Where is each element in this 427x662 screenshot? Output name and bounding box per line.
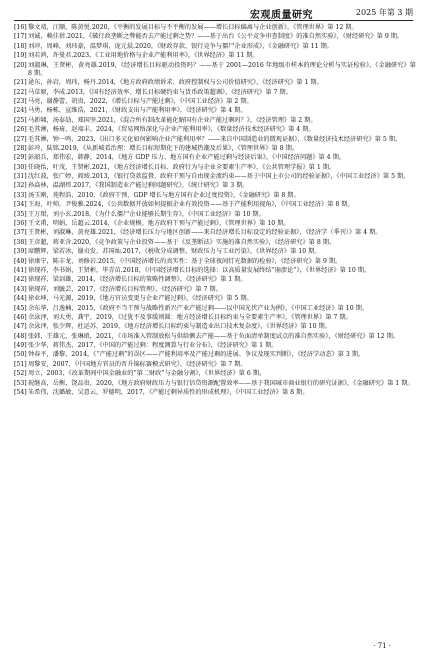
reference-text: 周黎安，2007，《中国地方官员的晋升锦标赛模式研究》，《经济研究》第 7 期。 <box>28 360 247 368</box>
reference-number: [23] <box>14 97 27 105</box>
reference-number: [17] <box>14 33 27 41</box>
reference-text: 刘诚，赖佳蓓.2021，《破行政垄断之弊能否去产能过剩之势？——基于出台《公平竞争审查制度》的准自然实验》，《财经研究》第 9 期。 <box>28 33 404 41</box>
reference-number: [51] <box>14 360 27 368</box>
reference-entry <box>14 370 416 378</box>
reference-number: [44] <box>14 295 27 303</box>
reference-entry <box>14 389 416 397</box>
reference-text: 刘淑琳，王贤彬，黄亮雄.2019，《经济增长目标驱动投资吗？——基于 2001—2016 年地级市样本的理论分析与实证检验》，《金融研究》第 8 期。 <box>28 61 416 77</box>
reference-text: 徐现祥，梁剑雄，2014，《经济增长目标的策略性调整》，《经济研究》第 1 期。 <box>28 276 247 284</box>
reference-number: [22] <box>14 88 27 96</box>
reference-number: [32] <box>14 182 27 190</box>
reference-number: [31] <box>14 173 27 181</box>
reference-number: [28] <box>14 144 27 152</box>
reference-entry <box>14 173 416 181</box>
reference-entry <box>14 154 416 162</box>
reference-text: 张少华，蒋伟杰，2017，《中国的产能过剩：程度测算与行业分布》，《经济研究》第 1 期。 <box>28 342 278 350</box>
reference-text: 毛其淋，钟一鸣，2023，《出口多元化如何影响企业产能利用率？——来自中国制造业的微观证据》，《数量经济技术经济研究》第 5 期。 <box>28 135 402 143</box>
reference-number: [47] <box>14 323 27 331</box>
reference-text: 张韩，王雄元，张琳琅，2021，《市场准入管制放松与供给侧去产能——基于负面清单制度试点的准自然实验》，《财经研究》第 12 期。 <box>28 332 399 340</box>
reference-number: [26] <box>14 126 27 134</box>
reference-text: 孙焱林，温湖炜.2017，《我国制造业产能过剩问题研究》，《统计研究》第 3 期。 <box>28 182 249 190</box>
reference-number: [46] <box>14 313 27 321</box>
reference-entry <box>14 43 416 51</box>
reference-entry <box>14 333 416 341</box>
reference-entry <box>14 62 416 78</box>
reference-entry <box>14 239 416 247</box>
reference-entry <box>14 98 416 106</box>
reference-entry <box>14 164 416 172</box>
reference-number: [25] <box>14 116 27 124</box>
reference-number: [50] <box>14 351 27 359</box>
reference-entry <box>14 342 416 350</box>
reference-number: [16] <box>14 24 27 31</box>
reference-text: 王文甫，明娟，岳超云.2014，《企业规模、地方政府干预与产能过剩》，《管理世界》第 10 期。 <box>28 220 290 228</box>
reference-text: 毛其淋，杨琦，赵端丰，2024，《贸易网络深化与企业产能利用率》，《数量经济技术经济研究》第 4 期。 <box>28 126 315 134</box>
reference-entry <box>14 314 416 322</box>
reference-entry <box>14 286 416 294</box>
reference-text: 祝继高，岳衡，饶品贵，2020，《地方政府财政压力与银行信贷资源配置效率——基于我国城市商业银行的研究证据》，《金融研究》第 1 期。 <box>28 379 414 387</box>
reference-text: 彭韶兵，郑伟宏，韩静，2014，《地方 GDP 压力、地方国有企业产能过剩与经济后果》，《中国经济问题》第 4 期。 <box>28 154 345 162</box>
reference-text: 徐现祥，李书娟，王贤彬，毕青苗.2018，《中国经济增长目标的选择：以高质量发展终结“崩溃论”》，《世界经济》第 10 期。 <box>28 266 371 274</box>
issue-label: 2025 年第 3 期 <box>355 8 413 17</box>
reference-text: 逯东，孙岩，周玮，杨丹.2014，《地方政府政绩诉求、政府控制权与公司价值研究》，《经济研究》第 1 期。 <box>28 79 323 87</box>
reference-number: [33] <box>14 191 27 199</box>
reference-number: [24] <box>14 107 27 115</box>
reference-number: [43] <box>14 285 27 293</box>
reference-text: 汤玉刚，苑程浩，2010，《政府干预、GDP 增长与地方国有企业过度投资》，《金融研究》第 8 期。 <box>28 191 300 199</box>
reference-number: [37] <box>14 229 27 237</box>
reference-entry <box>14 361 416 369</box>
reference-entry <box>14 211 416 219</box>
reference-text: 马勇，杨栋，宣维浩，2021，《财政支出与产能利用率》，《经济研究》第 4 期。 <box>28 107 247 115</box>
reference-entry <box>14 89 416 97</box>
reference-text: 黎文靖，汪顺，陈黄悦.2020，《平衡的发展目标与不平衡的发展——增长目标偏离与企业创新》，《管理世界》第 12 期。 <box>28 24 358 31</box>
reference-text: 马新啸，汤泰劼，郑国坚.2021，《混合所有制改革能化解国有企业产能过剩吗？》，《经济管理》第 2 期。 <box>28 116 317 124</box>
reference-number: [20] <box>14 61 27 69</box>
reference-entry <box>14 323 416 331</box>
running-header <box>14 6 413 21</box>
reference-number: [30] <box>14 163 27 171</box>
reference-number: [39] <box>14 248 27 256</box>
reference-number: [52] <box>14 370 27 378</box>
reference-number: [45] <box>14 304 27 312</box>
reference-number: [34] <box>14 201 27 209</box>
reference-text: 徐现祥，刘毓芸，2017，《经济增长目标管理》，《经济研究》第 7 期。 <box>28 285 222 293</box>
reference-entry <box>14 258 416 266</box>
reference-entry <box>14 145 416 153</box>
reference-text: 王彦超，蒋亚含.2020，《竞争政策与企业投资——基于《反垄断法》实施的准自然实验》，《经济研究》第 8 期。 <box>28 238 336 246</box>
reference-text: 余泳泽，张少辉，杜运苏，2019，《地方经济增长目标约束与制造业出口技术复杂度》，《世界经济》第 10 期。 <box>28 323 331 331</box>
reference-number: [18] <box>14 42 27 50</box>
reference-text: 王万珺，刘小玄.2018，《为什么僵尸企业能够长期生存》，《中国工业经济》第 10 期。 <box>28 210 265 218</box>
reference-text: 周立，2003，《改革期间中国金融业的“第二财政”与金融分割》，《世界经济》第 6 期。 <box>28 370 266 378</box>
reference-text: 余东华，吕逸楠，2015，《政府不当干预与战略性新兴产业产能过剩——以中国光伏产业为例》，《中国工业经济》第 10 期。 <box>28 304 369 312</box>
reference-list <box>14 24 416 398</box>
reference-number: [40] <box>14 257 27 265</box>
reference-text: 王海，叶帅，尹俊雅.2024，《公共数据开放如何提振企业有效投资——基于产能利用视角》，《中国工业经济》第 8 期。 <box>28 201 354 209</box>
reference-entry <box>14 305 416 313</box>
reference-number: [38] <box>14 238 27 246</box>
reference-entry <box>14 52 416 60</box>
reference-text: 马亮，谢静蕾，胡贵，2022，《增长目标与产能过剩》，《中国工业经济》第 2 期。 <box>28 97 253 105</box>
reference-text: 钟春平，潘黎，2014，《“产能过剩”的误区——产能利用率及产能过剩的进展、争议及现实判断》，《经济学动态》第 3 期。 <box>28 351 365 359</box>
reference-text: 席鹏辉，梁若冰，谢贞发，苏国灿.2017，《税收分成调整、财政压力与工业污染》，《世界经济》第 10 期。 <box>28 248 321 256</box>
reference-number: [48] <box>14 332 27 340</box>
reference-number: [41] <box>14 266 27 274</box>
reference-entry <box>14 248 416 256</box>
reference-text: 彭冲，陆铭.2019，《从新城看治理：增长目标短期化下的建城热潮及后果》，《管理世界》第 8 期。 <box>28 144 298 152</box>
reference-text: 余泳泽，刘大勇，龚宇，2019，《过犹不及事缓则圆：地方经济增长目标约束与全要素生产率》，《管理世界》第 7 期。 <box>28 313 352 321</box>
reference-number: [49] <box>14 342 27 350</box>
reference-text: 刘冲，周峰，刘玮豪，温梦琪，庞元晨.2020，《财政存款、银行竞争与僵尸企业形成》，《金融研究》第 11 期。 <box>28 42 333 50</box>
reference-text: 徐康宁，陈丰龙，刘修岩.2015，《中国经济增长的真实性：基于全球夜间灯光数据的检验》，《经济研究》第 9 期。 <box>28 257 342 265</box>
reference-entry <box>14 126 416 134</box>
page-number: · 71 · <box>373 642 391 650</box>
reference-number: [36] <box>14 220 27 228</box>
reference-entry <box>14 267 416 275</box>
reference-text: 朱希伟，沈璐敏，吴意云，罗德明，2017，《产能过剩异质性的形成机理》，《中国工业经济》第 8 期。 <box>28 389 309 397</box>
reference-number: [53] <box>14 379 27 387</box>
reference-number: [27] <box>14 135 27 143</box>
reference-entry <box>14 33 416 41</box>
reference-entry <box>14 107 416 115</box>
reference-entry <box>14 79 416 87</box>
reference-text: 刘若鸿，许曼君.2023，《工业用地价格与企业产能利用率》，《世界经济》第 11 期。 <box>28 52 259 60</box>
reference-number: [54] <box>14 389 27 397</box>
reference-entry <box>14 295 416 303</box>
reference-text: 沈红波，张广婷，阎竣.2013，《银行贷款监督、政府干预与自由现金流约束——基于中国上市公司的经验证据》，《中国工业经济》第 5 期。 <box>28 173 410 181</box>
reference-number: [29] <box>14 154 27 162</box>
reference-text: 任晓怡，叶茂，王贤彬.2021，《地方经济增长目标、政府行为与企业全要素生产率》，《公共管理学报》第 1 期。 <box>28 163 336 171</box>
reference-entry <box>14 24 416 32</box>
reference-entry <box>14 201 416 209</box>
reference-number: [42] <box>14 276 27 284</box>
reference-entry <box>14 351 416 359</box>
reference-entry <box>14 380 416 388</box>
reference-entry <box>14 136 416 144</box>
reference-number: [19] <box>14 52 27 60</box>
reference-entry <box>14 276 416 284</box>
journal-title: 宏观质量研究 <box>250 10 313 21</box>
reference-entry <box>14 192 416 200</box>
reference-entry <box>14 220 416 228</box>
reference-number: [21] <box>14 79 27 87</box>
reference-text: 马草原，李成.2013，《国有经济效率、增长目标硬约束与货币政策超调》，《经济研究》第 7 期。 <box>28 88 292 96</box>
reference-entry <box>14 182 416 190</box>
reference-text: 王贤彬，刘淑琳，黄亮雄.2021，《经济增长压力与地区创新——来自经济增长目标设定的经验证据》，《经济学（季刊）》第 4 期。 <box>28 229 382 237</box>
reference-number: [35] <box>14 210 27 218</box>
reference-entry <box>14 229 416 237</box>
reference-entry <box>14 117 416 125</box>
reference-text: 徐业坤，马光源，2019，《地方官员变更与企业产能过剩》，《经济研究》第 5 期。 <box>28 295 253 303</box>
